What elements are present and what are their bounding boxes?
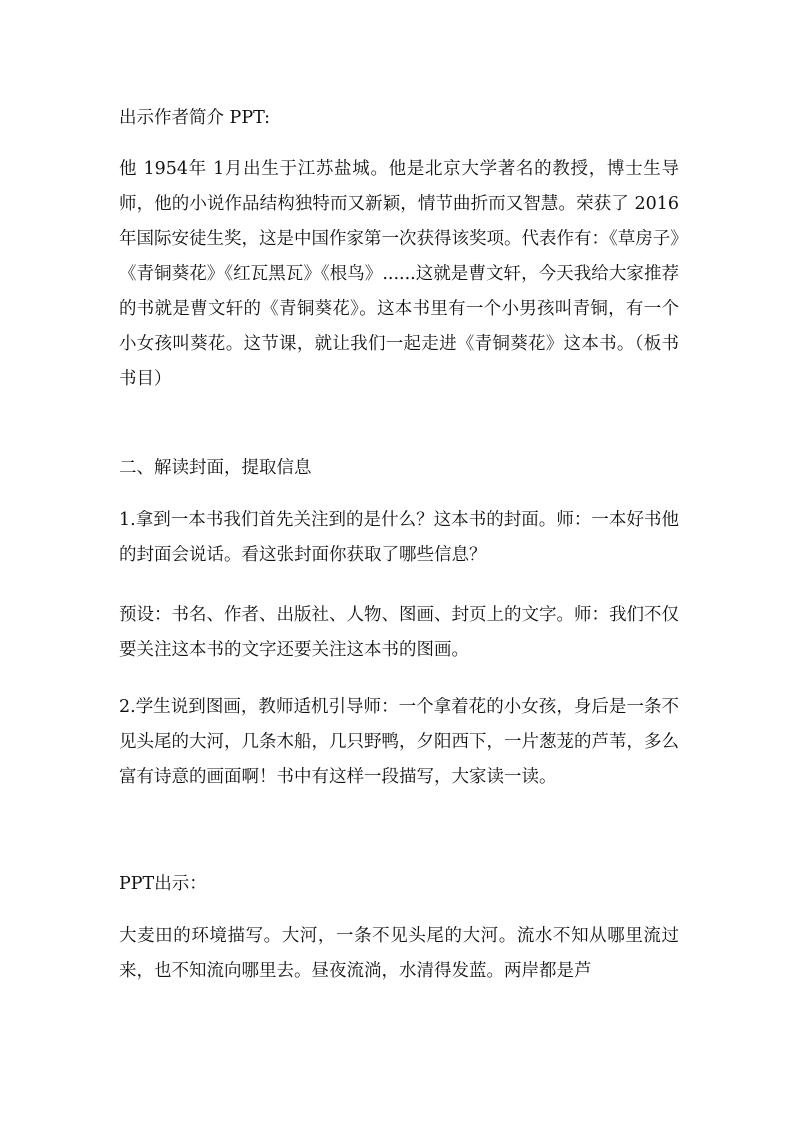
cover-question-paragraph: 1.拿到一本书我们首先关注到的是什么？这本书的封面。师：一本好书他的封面会说话。看这张封面你获取了哪些信息？ bbox=[119, 510, 679, 565]
environment-description-paragraph: 大麦田的环境描写。大河，一条不见头尾的大河。流水不知从哪里流过来，也不知流向哪里去。昼夜流淌，水清得发蓝。两岸都是芦 bbox=[119, 926, 679, 981]
section-two-heading: 二、解读封面，提取信息 bbox=[119, 458, 312, 478]
ppt-show-label: PPT出示： bbox=[119, 874, 207, 894]
author-bio-paragraph: 他 1954年 1月出生于江苏盐城。他是北京大学著名的教授，博士生导师，他的小说作品结构独特而又新颖，情节曲折而又智慧。荣获了 2016年国际安徒生奖，这是中国作家第一次获得该奖项。代表作有：《草房子》《青铜葵花》《红瓦黑瓦》《根鸟》......这就是曹文轩，今天我给大家推荐的书就是曹文轩的《青铜葵花》。这本书里有一个小男孩叫青铜，有一个小女孩叫葵花。这节课，就让我们一起走进《青铜葵花》这本书。（板书书目） bbox=[119, 159, 679, 389]
preset-answer-paragraph: 预设：书名、作者、出版社、人物、图画、封页上的文字。师：我们不仅要关注这本书的文字还要关注这本书的图画。 bbox=[119, 605, 679, 660]
picture-guidance-paragraph: 2.学生说到图画，教师适机引导师：一个拿着花的小女孩，身后是一条不见头尾的大河，几条木船，几只野鸭，夕阳西下，一片葱茏的芦苇，多么富有诗意的画面啊！书中有这样一段描写，大家读一读。 bbox=[119, 697, 679, 787]
ppt-author-intro-heading: 出示作者简介 PPT: bbox=[119, 108, 271, 128]
